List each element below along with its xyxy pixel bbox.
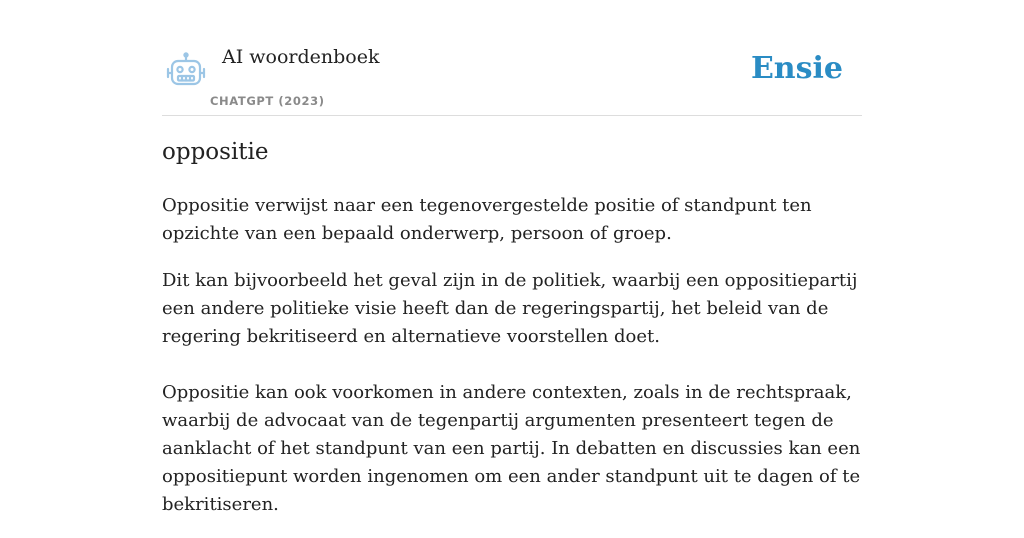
definition-paragraph: Oppositie verwijst naar een tegenovergestelde positie of standpunt ten opzichte van een bepaald onderwerp, persoon of groep. [162,195,812,244]
source-label: CHATGPT (2023) [210,94,325,108]
definition-body [162,192,872,538]
definition-paragraph: Oppositie kan ook voorkomen in andere contexten, zoals in de rechtspraak, waarbij de advocaat van de tegenpartij argumenten presenteert tegen de aanklacht of het standpunt van een partij. In debatten en discussies kan een oppositiepunt worden ingenomen om een ander standpunt uit te dagen of te bekritiseren. [162,382,861,515]
site-title: AI woordenboek [222,46,380,68]
entry-term: oppositie [162,139,269,165]
robot-icon [165,52,207,90]
page-header [162,40,862,116]
definition-paragraph: Dit kan bijvoorbeeld het geval zijn in de politiek, waarbij een oppositiepartij een andere politieke visie heeft dan de regeringspartij, het beleid van de regering bekritiseerd en alternatieve voorstellen doet. [162,270,858,347]
ensie-logo-link[interactable]: Ensie [750,51,843,86]
